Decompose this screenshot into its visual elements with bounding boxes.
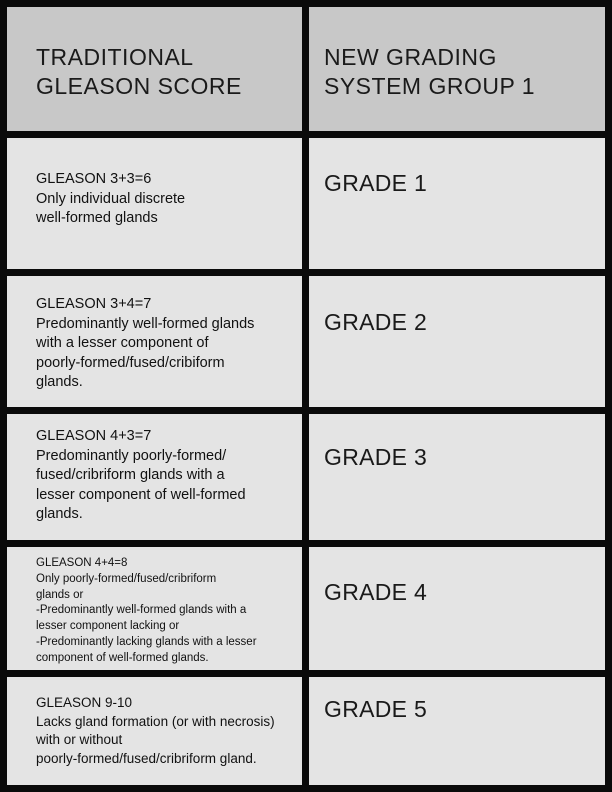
row-5-grade [309,677,605,785]
row-1-desc-line: Only individual discrete [36,190,186,207]
row-1-grade-label: GRADE 1 [324,170,428,196]
row-4-desc-line: glands or [36,588,84,601]
row-1-score: GLEASON 3+3=6 [36,171,152,187]
row-5-desc-line: poorly-formed/fused/cribriform gland. [36,750,257,766]
header-left-line-1: TRADITIONAL [36,44,194,70]
row-1-gleason-description [7,138,302,269]
row-5-score: GLEASON 9-10 [36,695,133,710]
row-3-desc-line: fused/cribriform glands with a [36,467,225,483]
header-left-line-2: GLEASON SCORE [36,73,242,99]
row-2-score: GLEASON 3+4=7 [36,296,152,312]
header-right-line-2: SYSTEM GROUP 1 [324,73,536,99]
row-4-gleason-description [7,547,302,670]
row-4-desc-line: lesser component lacking or [36,620,180,633]
row-4-desc-line: Only poorly-formed/fused/cribriform [36,572,217,585]
row-4-grade [309,547,605,670]
row-3-desc-line: lesser component of well-formed [36,486,246,503]
row-2-grade-label: GRADE 2 [324,309,428,335]
row-3-grade [309,414,605,540]
header-traditional-gleason-score [7,7,302,131]
row-1-grade [309,138,605,269]
header-new-grading-system [309,7,605,131]
row-5-grade-label: GRADE 5 [324,696,428,722]
row-3-desc-line: glands. [36,506,83,522]
row-2-desc-line: poorly-formed/fused/cribiform [36,354,225,371]
row-2-desc-line: glands. [36,374,83,390]
row-5-desc-line: Lacks gland formation (or with necrosis) [36,713,275,729]
row-3-score: GLEASON 4+3=7 [36,428,152,444]
row-2-desc-line: with a lesser component of [36,335,209,351]
header-right-line-1: NEW GRADING [324,44,497,70]
row-4-grade-label: GRADE 4 [324,579,428,605]
row-3-gleason-description [7,414,302,540]
row-4-desc-line: -Predominantly lacking glands with a lesser [36,635,257,648]
row-2-grade [309,276,605,407]
row-3-desc-line: Predominantly poorly-formed/ [36,447,227,464]
row-4-desc-line: component of well-formed glands. [36,651,209,664]
row-4-desc-line: -Predominantly well-formed glands with a [36,604,247,617]
row-5-desc-line: with or without [36,732,123,747]
row-1-desc-line: well-formed glands [36,210,158,226]
row-5-gleason-description [7,677,302,785]
row-2-gleason-description [7,276,302,407]
row-4-score: GLEASON 4+4=8 [36,557,128,569]
row-3-grade-label: GRADE 3 [324,444,428,470]
row-2-desc-line: Predominantly well-formed glands [36,315,255,332]
